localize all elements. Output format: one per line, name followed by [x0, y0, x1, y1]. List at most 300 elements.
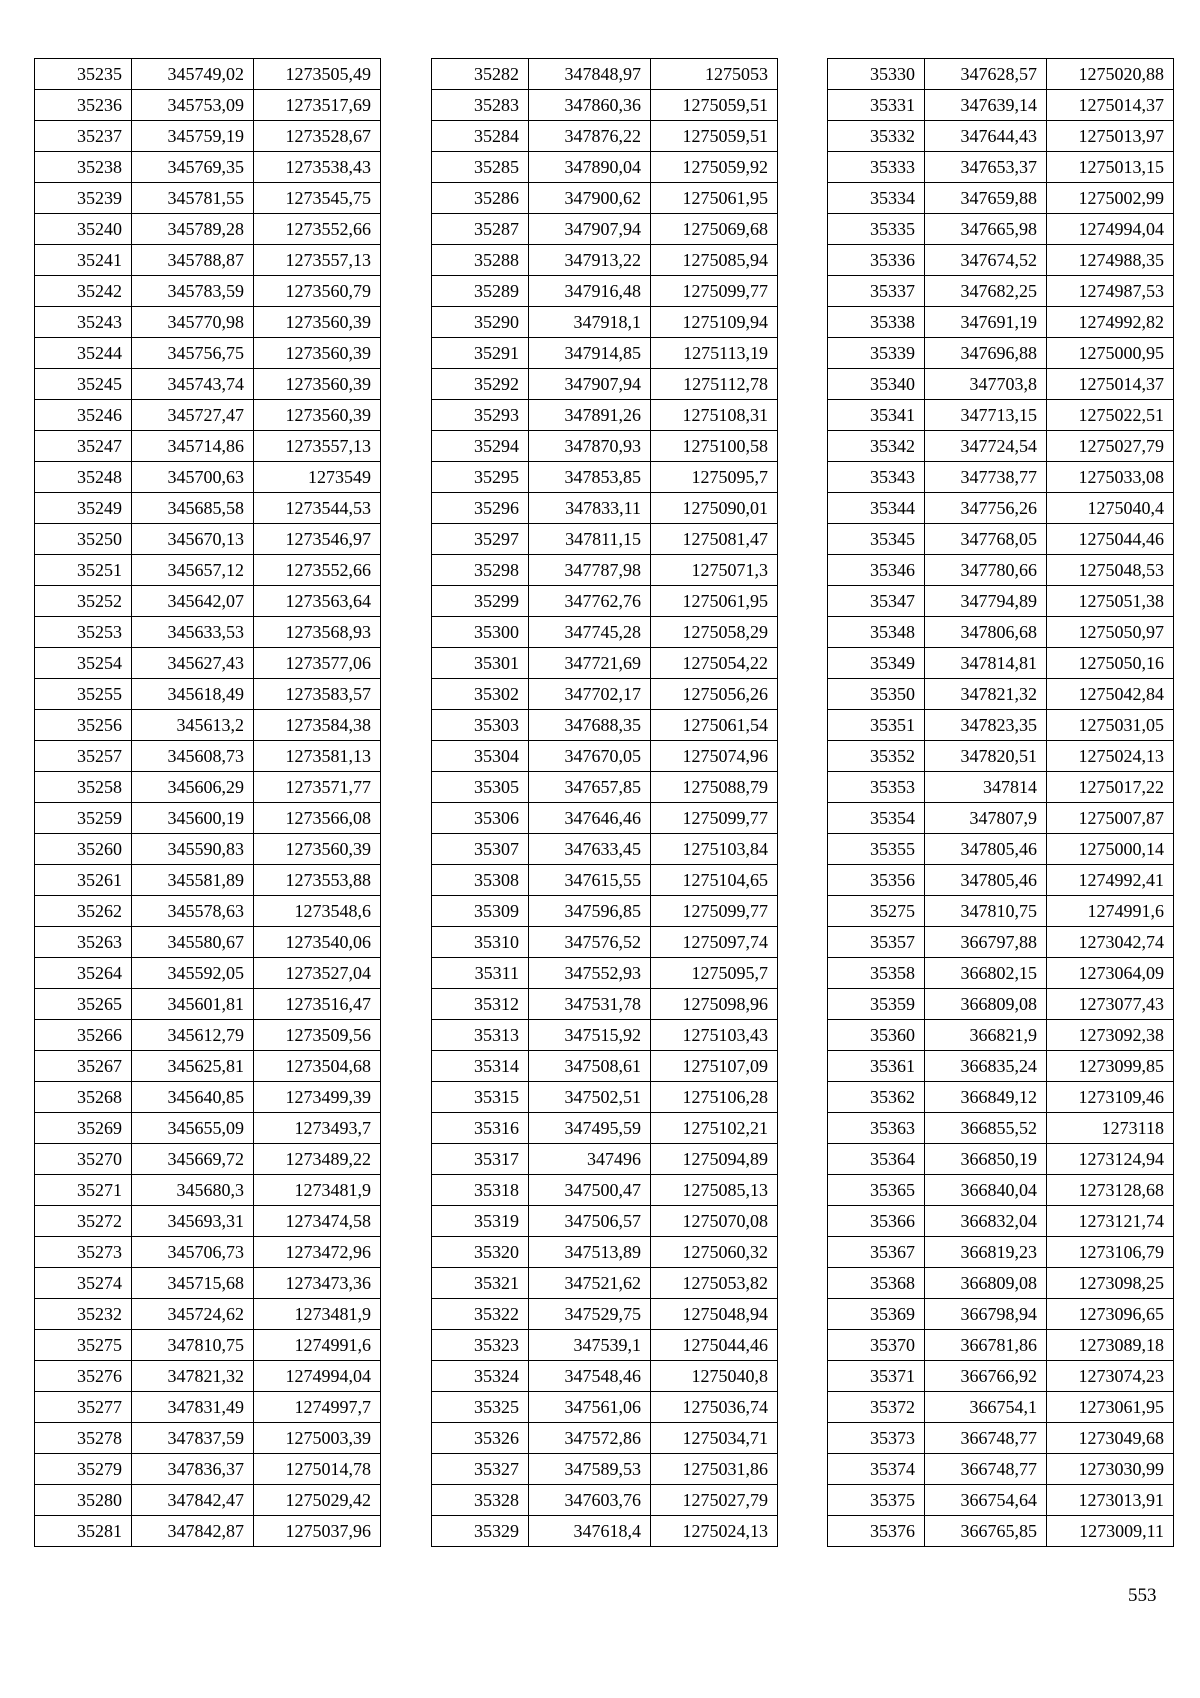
point-number-cell: 35259	[35, 803, 132, 834]
x-coordinate-cell: 347515,92	[529, 1020, 651, 1051]
table-row	[828, 1206, 1174, 1237]
table-row	[432, 1268, 778, 1299]
y-coordinate-cell: 1275048,94	[651, 1299, 778, 1330]
y-coordinate-cell: 1275074,96	[651, 741, 778, 772]
y-coordinate-cell: 1275050,97	[1047, 617, 1174, 648]
point-number-cell: 35371	[828, 1361, 925, 1392]
y-coordinate-cell: 1275100,58	[651, 431, 778, 462]
y-coordinate-cell: 1274988,35	[1047, 245, 1174, 276]
point-number-cell: 35355	[828, 834, 925, 865]
y-coordinate-cell: 1275094,89	[651, 1144, 778, 1175]
table-row	[35, 276, 381, 307]
y-coordinate-cell: 1275061,54	[651, 710, 778, 741]
x-coordinate-cell: 366797,88	[925, 927, 1047, 958]
y-coordinate-cell: 1274997,7	[254, 1392, 381, 1423]
x-coordinate-cell: 347768,05	[925, 524, 1047, 555]
table-row	[432, 741, 778, 772]
y-coordinate-cell: 1273545,75	[254, 183, 381, 214]
point-number-cell: 35275	[35, 1330, 132, 1361]
x-coordinate-cell: 366819,23	[925, 1237, 1047, 1268]
y-coordinate-cell: 1273560,39	[254, 400, 381, 431]
table-row	[828, 1237, 1174, 1268]
x-coordinate-cell: 345627,43	[132, 648, 254, 679]
point-number-cell: 35305	[432, 772, 529, 803]
table-row	[432, 400, 778, 431]
x-coordinate-cell: 345769,35	[132, 152, 254, 183]
y-coordinate-cell: 1273124,94	[1047, 1144, 1174, 1175]
table-row	[432, 586, 778, 617]
x-coordinate-cell: 345657,12	[132, 555, 254, 586]
y-coordinate-cell: 1275058,29	[651, 617, 778, 648]
point-number-cell: 35301	[432, 648, 529, 679]
y-coordinate-cell: 1275069,68	[651, 214, 778, 245]
point-number-cell: 35308	[432, 865, 529, 896]
table-row	[432, 369, 778, 400]
x-coordinate-cell: 347665,98	[925, 214, 1047, 245]
x-coordinate-cell: 347691,19	[925, 307, 1047, 338]
point-number-cell: 35326	[432, 1423, 529, 1454]
y-coordinate-cell: 1273121,74	[1047, 1206, 1174, 1237]
y-coordinate-cell: 1273517,69	[254, 90, 381, 121]
y-coordinate-cell: 1273540,06	[254, 927, 381, 958]
y-coordinate-cell: 1275034,71	[651, 1423, 778, 1454]
point-number-cell: 35288	[432, 245, 529, 276]
table-row	[432, 1175, 778, 1206]
y-coordinate-cell: 1273098,25	[1047, 1268, 1174, 1299]
point-number-cell: 35255	[35, 679, 132, 710]
table-row	[35, 1485, 381, 1516]
point-number-cell: 35292	[432, 369, 529, 400]
y-coordinate-cell: 1273552,66	[254, 214, 381, 245]
y-coordinate-cell: 1275098,96	[651, 989, 778, 1020]
point-number-cell: 35281	[35, 1516, 132, 1547]
table-row	[828, 152, 1174, 183]
point-number-cell: 35331	[828, 90, 925, 121]
table-row	[828, 59, 1174, 90]
point-number-cell: 35327	[432, 1454, 529, 1485]
table-row	[35, 803, 381, 834]
table-row	[35, 369, 381, 400]
table-row	[432, 896, 778, 927]
point-number-cell: 35264	[35, 958, 132, 989]
x-coordinate-cell: 347596,85	[529, 896, 651, 927]
x-coordinate-cell: 347907,94	[529, 369, 651, 400]
x-coordinate-cell: 347918,1	[529, 307, 651, 338]
point-number-cell: 35240	[35, 214, 132, 245]
y-coordinate-cell: 1273013,91	[1047, 1485, 1174, 1516]
table-row	[828, 245, 1174, 276]
x-coordinate-cell: 366798,94	[925, 1299, 1047, 1330]
table-row	[432, 276, 778, 307]
table-row	[828, 1485, 1174, 1516]
table-row	[35, 1144, 381, 1175]
y-coordinate-cell: 1275040,4	[1047, 493, 1174, 524]
point-number-cell: 35330	[828, 59, 925, 90]
x-coordinate-cell: 345592,05	[132, 958, 254, 989]
point-number-cell: 35268	[35, 1082, 132, 1113]
x-coordinate-cell: 347548,46	[529, 1361, 651, 1392]
table-row	[828, 338, 1174, 369]
x-coordinate-cell: 347502,51	[529, 1082, 651, 1113]
table-row	[432, 152, 778, 183]
table-row	[828, 896, 1174, 927]
table-row	[35, 1392, 381, 1423]
table-row	[35, 90, 381, 121]
x-coordinate-cell: 347552,93	[529, 958, 651, 989]
table-row	[35, 338, 381, 369]
point-number-cell: 35357	[828, 927, 925, 958]
y-coordinate-cell: 1275000,14	[1047, 834, 1174, 865]
point-number-cell: 35275	[828, 896, 925, 927]
x-coordinate-cell: 345756,75	[132, 338, 254, 369]
table-row	[35, 1268, 381, 1299]
point-number-cell: 35319	[432, 1206, 529, 1237]
table-row	[828, 648, 1174, 679]
x-coordinate-cell: 347633,45	[529, 834, 651, 865]
point-number-cell: 35295	[432, 462, 529, 493]
point-number-cell: 35287	[432, 214, 529, 245]
table-row	[35, 1020, 381, 1051]
y-coordinate-cell: 1273560,39	[254, 369, 381, 400]
x-coordinate-cell: 366748,77	[925, 1423, 1047, 1454]
point-number-cell: 35329	[432, 1516, 529, 1547]
y-coordinate-cell: 1275029,42	[254, 1485, 381, 1516]
point-number-cell: 35279	[35, 1454, 132, 1485]
point-number-cell: 35307	[432, 834, 529, 865]
table-row	[432, 958, 778, 989]
x-coordinate-cell: 347702,17	[529, 679, 651, 710]
x-coordinate-cell: 347659,88	[925, 183, 1047, 214]
x-coordinate-cell: 347603,76	[529, 1485, 651, 1516]
y-coordinate-cell: 1275059,51	[651, 121, 778, 152]
x-coordinate-cell: 347913,22	[529, 245, 651, 276]
x-coordinate-cell: 347696,88	[925, 338, 1047, 369]
point-number-cell: 35236	[35, 90, 132, 121]
y-coordinate-cell: 1273074,23	[1047, 1361, 1174, 1392]
x-coordinate-cell: 347506,57	[529, 1206, 651, 1237]
x-coordinate-cell: 347787,98	[529, 555, 651, 586]
y-coordinate-cell: 1275088,79	[651, 772, 778, 803]
x-coordinate-cell: 345693,31	[132, 1206, 254, 1237]
x-coordinate-cell: 347495,59	[529, 1113, 651, 1144]
table-row	[432, 1361, 778, 1392]
point-number-cell: 35299	[432, 586, 529, 617]
table-row	[828, 679, 1174, 710]
table-row	[35, 1330, 381, 1361]
table-row	[828, 1454, 1174, 1485]
x-coordinate-cell: 345680,3	[132, 1175, 254, 1206]
point-number-cell: 35270	[35, 1144, 132, 1175]
point-number-cell: 35245	[35, 369, 132, 400]
y-coordinate-cell: 1275036,74	[651, 1392, 778, 1423]
y-coordinate-cell: 1273527,04	[254, 958, 381, 989]
y-coordinate-cell: 1273092,38	[1047, 1020, 1174, 1051]
x-coordinate-cell: 347810,75	[132, 1330, 254, 1361]
table-row	[35, 462, 381, 493]
point-number-cell: 35374	[828, 1454, 925, 1485]
table-row	[35, 1206, 381, 1237]
y-coordinate-cell: 1273473,36	[254, 1268, 381, 1299]
x-coordinate-cell: 366754,64	[925, 1485, 1047, 1516]
point-number-cell: 35254	[35, 648, 132, 679]
x-coordinate-cell: 347811,15	[529, 524, 651, 555]
point-number-cell: 35373	[828, 1423, 925, 1454]
y-coordinate-cell: 1273566,08	[254, 803, 381, 834]
y-coordinate-cell: 1273505,49	[254, 59, 381, 90]
x-coordinate-cell: 366835,24	[925, 1051, 1047, 1082]
y-coordinate-cell: 1275048,53	[1047, 555, 1174, 586]
y-coordinate-cell: 1275113,19	[651, 338, 778, 369]
table-row	[35, 1361, 381, 1392]
table-row	[432, 803, 778, 834]
point-number-cell: 35256	[35, 710, 132, 741]
x-coordinate-cell: 345625,81	[132, 1051, 254, 1082]
table-row	[432, 1485, 778, 1516]
y-coordinate-cell: 1275040,8	[651, 1361, 778, 1392]
point-number-cell: 35253	[35, 617, 132, 648]
x-coordinate-cell: 347837,59	[132, 1423, 254, 1454]
point-number-cell: 35366	[828, 1206, 925, 1237]
point-number-cell: 35242	[35, 276, 132, 307]
point-number-cell: 35342	[828, 431, 925, 462]
y-coordinate-cell: 1275061,95	[651, 183, 778, 214]
table-row	[432, 462, 778, 493]
x-coordinate-cell: 345608,73	[132, 741, 254, 772]
y-coordinate-cell: 1275037,96	[254, 1516, 381, 1547]
table-row	[35, 1299, 381, 1330]
y-coordinate-cell: 1275054,22	[651, 648, 778, 679]
table-row	[828, 90, 1174, 121]
point-number-cell: 35363	[828, 1113, 925, 1144]
table-row	[828, 307, 1174, 338]
table-row	[432, 1454, 778, 1485]
table-row	[432, 1082, 778, 1113]
point-number-cell: 35258	[35, 772, 132, 803]
y-coordinate-cell: 1273546,97	[254, 524, 381, 555]
point-number-cell: 35298	[432, 555, 529, 586]
table-row	[35, 834, 381, 865]
x-coordinate-cell: 347644,43	[925, 121, 1047, 152]
point-number-cell: 35315	[432, 1082, 529, 1113]
table-row	[432, 834, 778, 865]
x-coordinate-cell: 345618,49	[132, 679, 254, 710]
point-number-cell: 35320	[432, 1237, 529, 1268]
table-row	[35, 1175, 381, 1206]
y-coordinate-cell: 1274992,41	[1047, 865, 1174, 896]
y-coordinate-cell: 1275053,82	[651, 1268, 778, 1299]
point-number-cell: 35290	[432, 307, 529, 338]
y-coordinate-cell: 1273549	[254, 462, 381, 493]
table-row	[828, 617, 1174, 648]
y-coordinate-cell: 1273548,6	[254, 896, 381, 927]
x-coordinate-cell: 366765,85	[925, 1516, 1047, 1547]
y-coordinate-cell: 1273560,39	[254, 338, 381, 369]
y-coordinate-cell: 1275003,39	[254, 1423, 381, 1454]
y-coordinate-cell: 1275027,79	[1047, 431, 1174, 462]
x-coordinate-cell: 366766,92	[925, 1361, 1047, 1392]
x-coordinate-cell: 347853,85	[529, 462, 651, 493]
x-coordinate-cell: 347646,46	[529, 803, 651, 834]
x-coordinate-cell: 366840,04	[925, 1175, 1047, 1206]
table-row	[35, 121, 381, 152]
y-coordinate-cell: 1273583,57	[254, 679, 381, 710]
point-number-cell: 35313	[432, 1020, 529, 1051]
table-row	[828, 1392, 1174, 1423]
y-coordinate-cell: 1273538,43	[254, 152, 381, 183]
y-coordinate-cell: 1273009,11	[1047, 1516, 1174, 1547]
point-number-cell: 35321	[432, 1268, 529, 1299]
table-row	[828, 989, 1174, 1020]
point-number-cell: 35280	[35, 1485, 132, 1516]
point-number-cell: 35311	[432, 958, 529, 989]
table-row	[35, 152, 381, 183]
x-coordinate-cell: 347531,78	[529, 989, 651, 1020]
table-row	[35, 59, 381, 90]
point-number-cell: 35340	[828, 369, 925, 400]
y-coordinate-cell: 1275095,7	[651, 462, 778, 493]
table-row	[828, 276, 1174, 307]
point-number-cell: 35282	[432, 59, 529, 90]
x-coordinate-cell: 347891,26	[529, 400, 651, 431]
table-row	[828, 1051, 1174, 1082]
point-number-cell: 35359	[828, 989, 925, 1020]
x-coordinate-cell: 366832,04	[925, 1206, 1047, 1237]
table-row	[35, 927, 381, 958]
y-coordinate-cell: 1275014,37	[1047, 369, 1174, 400]
point-number-cell: 35322	[432, 1299, 529, 1330]
x-coordinate-cell: 366781,86	[925, 1330, 1047, 1361]
point-number-cell: 35300	[432, 617, 529, 648]
x-coordinate-cell: 366809,08	[925, 1268, 1047, 1299]
y-coordinate-cell: 1275017,22	[1047, 772, 1174, 803]
x-coordinate-cell: 347820,51	[925, 741, 1047, 772]
x-coordinate-cell: 347780,66	[925, 555, 1047, 586]
point-number-cell: 35372	[828, 1392, 925, 1423]
table-row	[828, 834, 1174, 865]
x-coordinate-cell: 347831,49	[132, 1392, 254, 1423]
table-row	[432, 679, 778, 710]
x-coordinate-cell: 347674,52	[925, 245, 1047, 276]
y-coordinate-cell: 1275024,13	[651, 1516, 778, 1547]
point-number-cell: 35247	[35, 431, 132, 462]
table-row	[828, 1299, 1174, 1330]
y-coordinate-cell: 1273557,13	[254, 431, 381, 462]
point-number-cell: 35260	[35, 834, 132, 865]
table-row	[432, 90, 778, 121]
x-coordinate-cell: 347823,35	[925, 710, 1047, 741]
x-coordinate-cell: 345640,85	[132, 1082, 254, 1113]
y-coordinate-cell: 1275108,31	[651, 400, 778, 431]
x-coordinate-cell: 347561,06	[529, 1392, 651, 1423]
point-number-cell: 35347	[828, 586, 925, 617]
table-row	[35, 679, 381, 710]
table-row	[828, 1082, 1174, 1113]
x-coordinate-cell: 347805,46	[925, 834, 1047, 865]
x-coordinate-cell: 347821,32	[925, 679, 1047, 710]
y-coordinate-cell: 1275060,32	[651, 1237, 778, 1268]
point-number-cell: 35338	[828, 307, 925, 338]
point-number-cell: 35248	[35, 462, 132, 493]
y-coordinate-cell: 1273560,39	[254, 307, 381, 338]
x-coordinate-cell: 347842,47	[132, 1485, 254, 1516]
point-number-cell: 35272	[35, 1206, 132, 1237]
x-coordinate-cell: 345669,72	[132, 1144, 254, 1175]
table-row	[828, 1330, 1174, 1361]
x-coordinate-cell: 366809,08	[925, 989, 1047, 1020]
table-row	[432, 214, 778, 245]
x-coordinate-cell: 347794,89	[925, 586, 1047, 617]
y-coordinate-cell: 1275099,77	[651, 803, 778, 834]
x-coordinate-cell: 345606,29	[132, 772, 254, 803]
point-number-cell: 35349	[828, 648, 925, 679]
point-number-cell: 35337	[828, 276, 925, 307]
x-coordinate-cell: 347713,15	[925, 400, 1047, 431]
x-coordinate-cell: 345789,28	[132, 214, 254, 245]
x-coordinate-cell: 347508,61	[529, 1051, 651, 1082]
y-coordinate-cell: 1273563,64	[254, 586, 381, 617]
x-coordinate-cell: 347807,9	[925, 803, 1047, 834]
point-number-cell: 35362	[828, 1082, 925, 1113]
table-row	[432, 524, 778, 555]
x-coordinate-cell: 366802,15	[925, 958, 1047, 989]
table-row	[432, 772, 778, 803]
table-row	[828, 1020, 1174, 1051]
table-row	[828, 1361, 1174, 1392]
y-coordinate-cell: 1275027,79	[651, 1485, 778, 1516]
table-row	[35, 555, 381, 586]
point-number-cell: 35237	[35, 121, 132, 152]
x-coordinate-cell: 347814,81	[925, 648, 1047, 679]
y-coordinate-cell: 1275031,86	[651, 1454, 778, 1485]
y-coordinate-cell: 1274992,82	[1047, 307, 1174, 338]
table-row	[432, 1423, 778, 1454]
y-coordinate-cell: 1275013,97	[1047, 121, 1174, 152]
point-number-cell: 35339	[828, 338, 925, 369]
y-coordinate-cell: 1274987,53	[1047, 276, 1174, 307]
table-row	[828, 369, 1174, 400]
table-row	[432, 927, 778, 958]
x-coordinate-cell: 347738,77	[925, 462, 1047, 493]
y-coordinate-cell: 1275061,95	[651, 586, 778, 617]
table-row	[432, 648, 778, 679]
table-row	[828, 586, 1174, 617]
y-coordinate-cell: 1275007,87	[1047, 803, 1174, 834]
x-coordinate-cell: 345783,59	[132, 276, 254, 307]
point-number-cell: 35345	[828, 524, 925, 555]
table-row	[35, 1051, 381, 1082]
x-coordinate-cell: 345601,81	[132, 989, 254, 1020]
table-row	[432, 493, 778, 524]
point-number-cell: 35251	[35, 555, 132, 586]
y-coordinate-cell: 1274994,04	[1047, 214, 1174, 245]
point-number-cell: 35296	[432, 493, 529, 524]
point-number-cell: 35286	[432, 183, 529, 214]
y-coordinate-cell: 1273049,68	[1047, 1423, 1174, 1454]
table-row	[828, 431, 1174, 462]
x-coordinate-cell: 347836,37	[132, 1454, 254, 1485]
x-coordinate-cell: 347688,35	[529, 710, 651, 741]
y-coordinate-cell: 1273096,65	[1047, 1299, 1174, 1330]
x-coordinate-cell: 347513,89	[529, 1237, 651, 1268]
y-coordinate-cell: 1275070,08	[651, 1206, 778, 1237]
point-number-cell: 35323	[432, 1330, 529, 1361]
y-coordinate-cell: 1275020,88	[1047, 59, 1174, 90]
point-number-cell: 35358	[828, 958, 925, 989]
x-coordinate-cell: 347762,76	[529, 586, 651, 617]
table-row	[828, 1516, 1174, 1547]
x-coordinate-cell: 347724,54	[925, 431, 1047, 462]
y-coordinate-cell: 1273544,53	[254, 493, 381, 524]
